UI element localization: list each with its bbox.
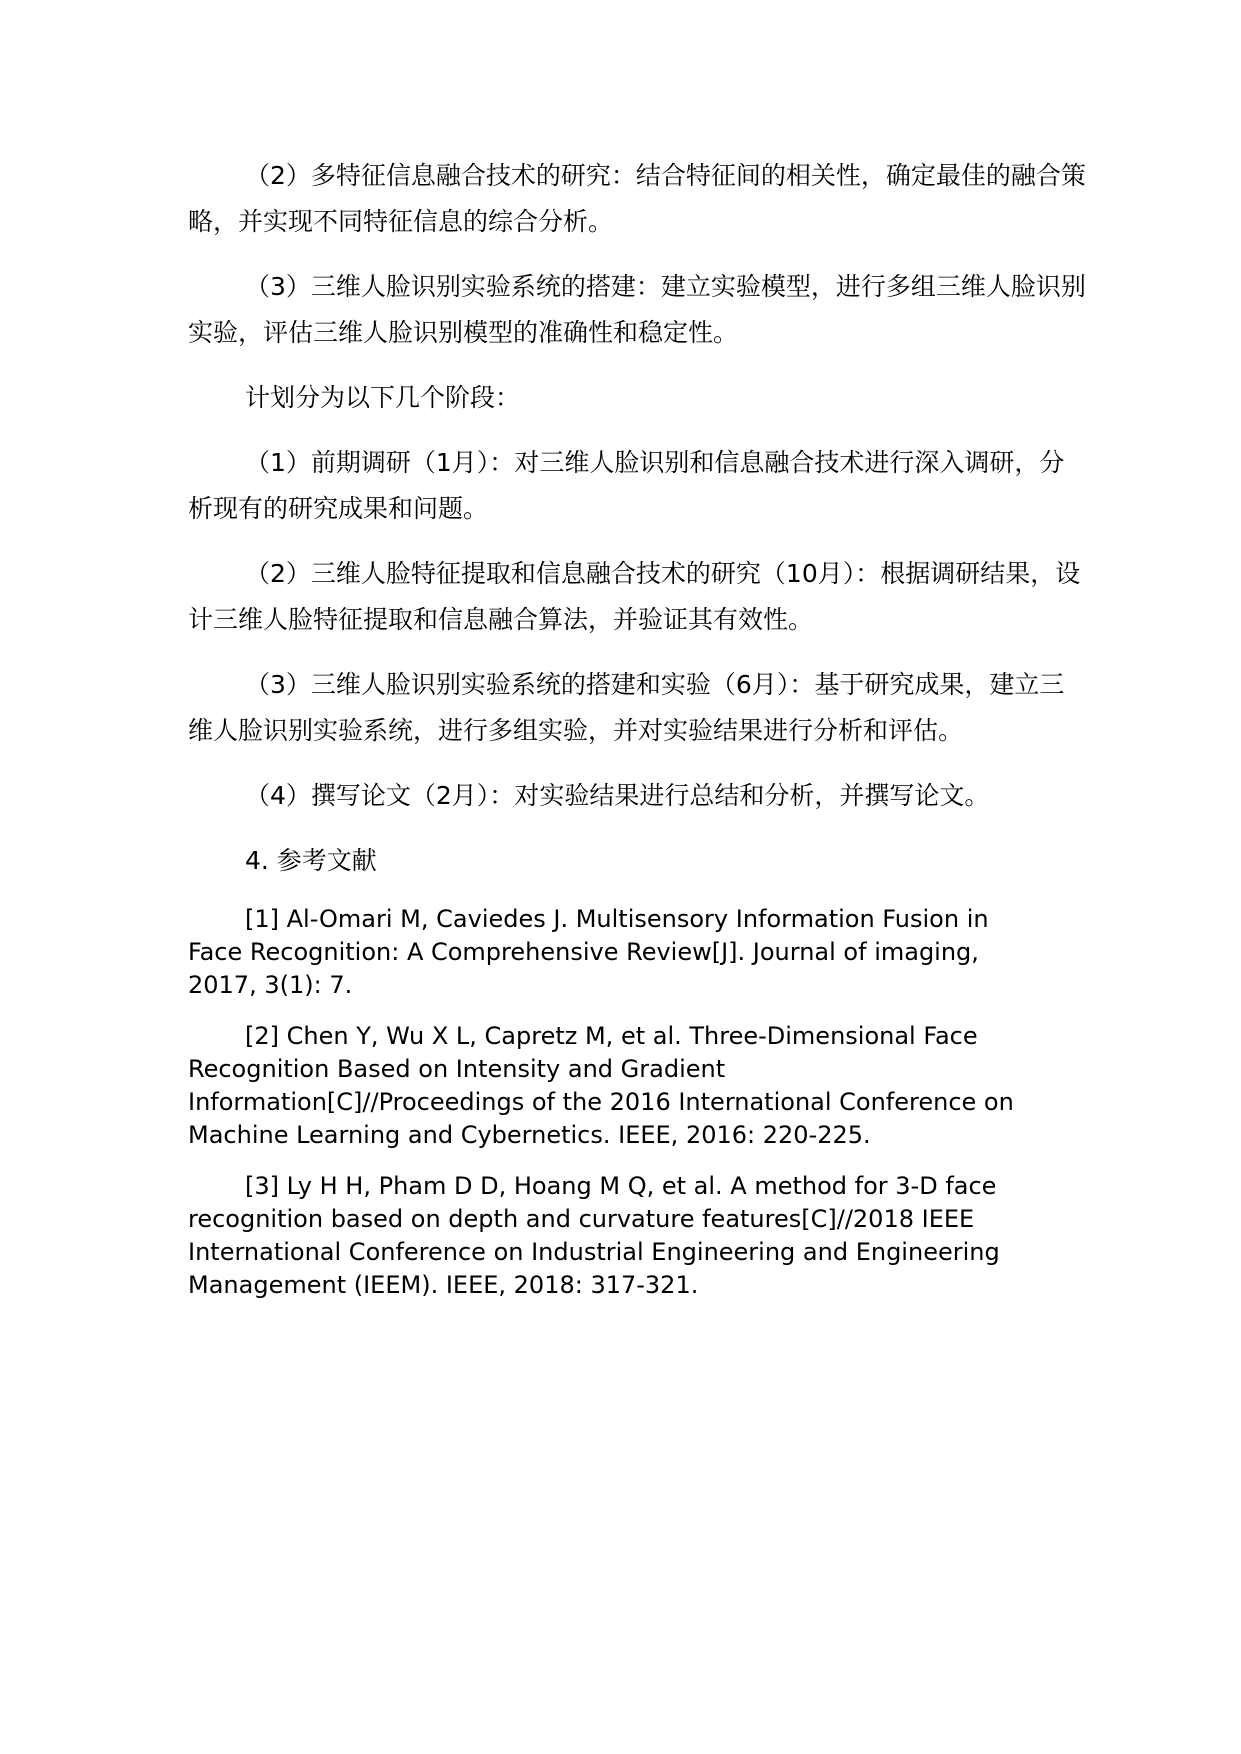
reference-item-3: [3] Ly H H, Pham D D, Hoang M Q, et al. A method for 3-D face recognition based on depth and curvature features[C]//2018 IEEE International Conference on Industrial Engineering and Engineering Management (IEEM). IEEE, 2018: 317-321. xyxy=(188,1172,1000,1299)
paragraph-plan-stage-1: （1）前期调研（1月）：对三维人脸识别和信息融合技术进行深入调研，分析现有的研究成果和问题。 xyxy=(188,448,1065,523)
reference-item-1: [1] Al-Omari M, Caviedes J. Multisensory Information Fusion in Face Recognition: A Comprehensive Review[J]. Journal of imaging, 2017, 3(1): 7. xyxy=(188,905,989,999)
paragraph-plan-stage-2: （2）三维人脸特征提取和信息融合技术的研究（10月）：根据调研结果，设计三维人脸特征提取和信息融合算法，并验证其有效性。 xyxy=(188,559,1081,634)
references-heading: 4. 参考文献 xyxy=(245,846,377,875)
paragraph-plan-intro: 计划分为以下几个阶段： xyxy=(245,383,521,412)
paragraph-plan-stage-4: （4）撰写论文（2月）：对实验结果进行总结和分析，并撰写论文。 xyxy=(245,781,990,810)
paragraph-plan-stage-3: （3）三维人脸识别实验系统的搭建和实验（6月）：基于研究成果，建立三维人脸识别实验系统，进行多组实验，并对实验结果进行分析和评估。 xyxy=(188,670,1065,745)
paragraph-research-content-2: （2）多特征信息融合技术的研究：结合特征间的相关性，确定最佳的融合策略，并实现不同特征信息的综合分析。 xyxy=(188,161,1086,236)
page-content xyxy=(188,153,1088,1320)
reference-item-2: [2] Chen Y, Wu X L, Capretz M, et al. Three-Dimensional Face Recognition Based on Intensity and Gradient Information[C]//Proceedings of the 2016 International Conference on Machine Learning and Cybernetics. IEEE, 2016: 220-225. xyxy=(188,1022,1014,1149)
paragraph-research-content-3: （3）三维人脸识别实验系统的搭建：建立实验模型，进行多组三维人脸识别实验，评估三维人脸识别模型的准确性和稳定性。 xyxy=(188,272,1086,347)
